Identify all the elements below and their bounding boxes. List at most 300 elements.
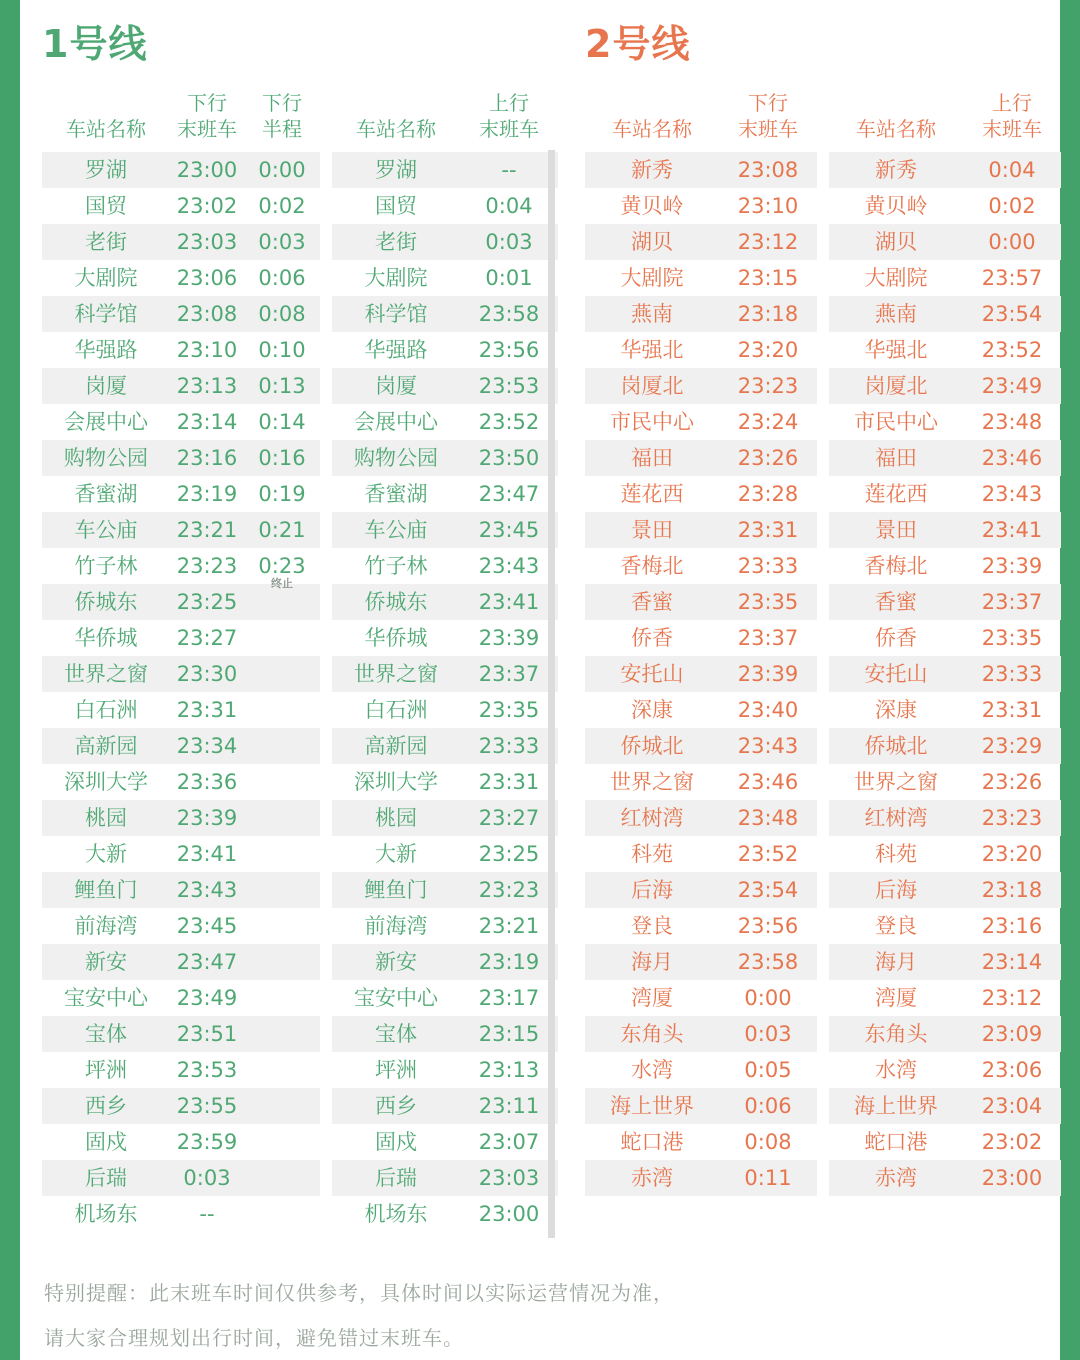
line2-downbound-header: [585, 80, 817, 152]
time-cell: 23:39: [981, 554, 1043, 578]
table-row: [585, 1160, 817, 1196]
station-name-cell: 大剧院: [864, 266, 928, 290]
table-row: [42, 728, 320, 764]
station-name-cell: 湾厦: [875, 986, 917, 1010]
station-name-cell: 侨香: [631, 626, 673, 650]
time-cell: 23:58: [478, 302, 540, 326]
table-row: [585, 476, 817, 512]
time-cell: 23:56: [478, 338, 540, 362]
station-name-cell: 华侨城: [364, 626, 428, 650]
table-row: [332, 1088, 558, 1124]
time-cell: 23:16: [176, 446, 238, 470]
time-cell: 23:03: [478, 1166, 540, 1190]
table-row: [829, 800, 1061, 836]
time-cell: 23:45: [176, 914, 238, 938]
station-name-cell: 购物公园: [64, 446, 148, 470]
time-cell: 23:27: [478, 806, 540, 830]
station-name-cell: 后海: [631, 878, 673, 902]
station-name-cell: 前海湾: [364, 914, 428, 938]
table-row: [42, 512, 320, 548]
table-row: [42, 332, 320, 368]
time-cell: 23:20: [981, 842, 1043, 866]
station-name-cell: 科苑: [875, 842, 917, 866]
time-cell: 23:23: [478, 878, 540, 902]
time-cell: 23:26: [981, 770, 1043, 794]
time-cell: 23:52: [478, 410, 540, 434]
station-name-cell: 坪洲: [85, 1058, 127, 1082]
table-row: [332, 764, 558, 800]
station-name-cell: 蛇口港: [620, 1130, 684, 1154]
table-row: [829, 692, 1061, 728]
table-row: [829, 368, 1061, 404]
line2-downbound-rows: [585, 152, 817, 1196]
table-row: [332, 1124, 558, 1160]
table-row: [42, 188, 320, 224]
time-cell: 0:00: [258, 158, 306, 182]
station-name-cell: 赤湾: [875, 1166, 917, 1190]
time-cell: 23:48: [981, 410, 1043, 434]
table-row: [332, 692, 558, 728]
table-row: [332, 980, 558, 1016]
station-name-cell: 机场东: [364, 1202, 428, 1226]
station-name-cell: 侨香: [875, 626, 917, 650]
time-cell: 23:47: [176, 950, 238, 974]
table-row: [42, 620, 320, 656]
time-cell: 23:00: [478, 1202, 540, 1226]
time-cell: 0:23 终止: [244, 554, 320, 578]
table-row: [42, 1052, 320, 1088]
table-row: [585, 152, 817, 188]
table-row: [829, 332, 1061, 368]
table-row: [585, 296, 817, 332]
time-cell: 23:59: [176, 1130, 238, 1154]
downbound-half-trip-header: 下行 半程: [262, 91, 302, 141]
time-cell: 23:41: [176, 842, 238, 866]
table-row: [332, 1160, 558, 1196]
time-cell: --: [199, 1202, 215, 1226]
table-row: [585, 764, 817, 800]
station-name-cell: 新安: [85, 950, 127, 974]
time-cell: 23:43: [176, 878, 238, 902]
table-row: [585, 908, 817, 944]
station-name-cell: 前海湾: [74, 914, 138, 938]
table-row: [332, 1016, 558, 1052]
time-cell: 23:43: [737, 734, 799, 758]
station-name-cell: 科学馆: [74, 302, 138, 326]
table-row: [829, 764, 1061, 800]
time-cell: 23:35: [981, 626, 1043, 650]
table-row: [585, 1016, 817, 1052]
station-name-cell: 市民中心: [610, 410, 694, 434]
time-cell: 0:06: [258, 266, 306, 290]
station-name-cell: 宝安中心: [354, 986, 438, 1010]
station-name-cell: 新秀: [875, 158, 917, 182]
station-name-cell: 华强路: [364, 338, 428, 362]
station-name-cell: 岗厦北: [864, 374, 928, 398]
table-row: [829, 1052, 1061, 1088]
station-name-cell: 香梅北: [620, 554, 684, 578]
time-cell: 23:51: [176, 1022, 238, 1046]
time-cell: 23:19: [478, 950, 540, 974]
station-name-cell: 岗厦北: [620, 374, 684, 398]
time-cell: 23:00: [981, 1166, 1043, 1190]
downbound-last-train-header: 下行 末班车: [177, 91, 237, 141]
station-name-cell: 侨城东: [364, 590, 428, 614]
station-name-cell: 深圳大学: [64, 770, 148, 794]
station-name-cell: 海月: [875, 950, 917, 974]
table-row: [829, 584, 1061, 620]
time-cell: 0:06: [744, 1094, 792, 1118]
time-cell: 0:11: [744, 1166, 792, 1190]
station-name-header: 车站名称: [856, 117, 936, 141]
station-name-cell: 高新园: [74, 734, 138, 758]
station-name-cell: 固戍: [375, 1130, 417, 1154]
downbound-last-train-header: 下行 末班车: [738, 91, 798, 141]
time-cell: 23:23: [176, 554, 238, 578]
table-row: [585, 728, 817, 764]
notice-footer: [44, 1278, 674, 1360]
station-name-cell: 世界之窗: [854, 770, 938, 794]
time-cell: 0:04: [988, 158, 1036, 182]
time-cell: 0:05: [744, 1058, 792, 1082]
station-name-cell: 车公庙: [74, 518, 138, 542]
station-name-cell: 水湾: [875, 1058, 917, 1082]
table-row: [42, 908, 320, 944]
station-name-cell: 燕南: [631, 302, 673, 326]
table-row: [829, 656, 1061, 692]
station-name-cell: 香蜜湖: [74, 482, 138, 506]
table-row: [585, 188, 817, 224]
station-name-cell: 大新: [375, 842, 417, 866]
station-name-header: 车站名称: [66, 117, 146, 141]
table-row: [585, 584, 817, 620]
station-name-cell: 新秀: [631, 158, 673, 182]
time-cell: 0:03: [485, 230, 533, 254]
table-row: [42, 260, 320, 296]
station-name-cell: 黄贝岭: [620, 194, 684, 218]
time-cell: 0:14: [258, 410, 306, 434]
station-name-cell: 鲤鱼门: [74, 878, 138, 902]
time-cell: 23:28: [737, 482, 799, 506]
time-cell: 23:41: [981, 518, 1043, 542]
line2-downbound-table: [585, 80, 817, 1196]
line2-section: [555, 0, 1061, 1238]
time-cell: 23:18: [737, 302, 799, 326]
table-row: [332, 836, 558, 872]
time-cell: 23:27: [176, 626, 238, 650]
time-cell: 23:29: [981, 734, 1043, 758]
station-name-cell: 宝体: [375, 1022, 417, 1046]
time-cell: 23:31: [478, 770, 540, 794]
left-edge-bar: [0, 0, 20, 1360]
time-cell: 23:37: [737, 626, 799, 650]
table-row: [42, 152, 320, 188]
table-row: [829, 944, 1061, 980]
station-name-cell: 岗厦: [375, 374, 417, 398]
station-name-cell: 黄贝岭: [864, 194, 928, 218]
time-cell: 0:03: [258, 230, 306, 254]
table-row: [42, 1124, 320, 1160]
station-name-cell: 世界之窗: [354, 662, 438, 686]
table-row: [42, 692, 320, 728]
time-cell: 23:09: [981, 1022, 1043, 1046]
time-cell: 23:55: [176, 1094, 238, 1118]
station-name-cell: 世界之窗: [64, 662, 148, 686]
table-row: [829, 1088, 1061, 1124]
station-name-cell: 国贸: [375, 194, 417, 218]
table-row: [42, 980, 320, 1016]
station-name-cell: 香蜜湖: [364, 482, 428, 506]
table-row: [332, 1196, 558, 1232]
time-cell: 0:02: [258, 194, 306, 218]
time-cell: 0:08: [258, 302, 306, 326]
station-name-cell: 后瑞: [85, 1166, 127, 1190]
table-row: [332, 728, 558, 764]
time-cell: 23:49: [176, 986, 238, 1010]
time-cell: 23:57: [981, 266, 1043, 290]
line1-downbound-header: [42, 80, 320, 152]
table-row: [332, 944, 558, 980]
time-cell: --: [501, 158, 517, 182]
time-cell: 0:13: [258, 374, 306, 398]
table-row: [332, 188, 558, 224]
station-name-header: 车站名称: [612, 117, 692, 141]
time-cell: 23:34: [176, 734, 238, 758]
time-cell: 23:02: [981, 1130, 1043, 1154]
station-name-cell: 鲤鱼门: [364, 878, 428, 902]
time-cell: 23:07: [478, 1130, 540, 1154]
table-row: [829, 872, 1061, 908]
table-row: [829, 152, 1061, 188]
station-name-cell: 大剧院: [620, 266, 684, 290]
time-cell: 23:54: [981, 302, 1043, 326]
time-cell: 23:23: [981, 806, 1043, 830]
table-row: [585, 548, 817, 584]
table-row: [42, 404, 320, 440]
station-name-cell: 机场东: [74, 1202, 138, 1226]
table-row: [829, 440, 1061, 476]
time-cell: 23:08: [176, 302, 238, 326]
table-row: [42, 1160, 320, 1196]
station-name-cell: 华侨城: [74, 626, 138, 650]
time-cell: 23:18: [981, 878, 1043, 902]
notice-line-2: 请大家合理规划出行时间，避免错过末班车。: [44, 1326, 464, 1350]
table-row: [42, 1088, 320, 1124]
table-row: [332, 152, 558, 188]
station-name-cell: 竹子林: [364, 554, 428, 578]
time-cell: 23:48: [737, 806, 799, 830]
station-name-cell: 华强北: [864, 338, 928, 362]
station-name-cell: 湖贝: [875, 230, 917, 254]
station-name-cell: 蛇口港: [864, 1130, 928, 1154]
station-name-cell: 东角头: [620, 1022, 684, 1046]
time-cell: 23:08: [737, 158, 799, 182]
time-cell: 23:13: [176, 374, 238, 398]
station-name-cell: 红树湾: [620, 806, 684, 830]
time-cell: 23:39: [737, 662, 799, 686]
time-cell: 0:21: [258, 518, 306, 542]
upbound-last-train-header: 上行 末班车: [479, 91, 539, 141]
table-row: [829, 512, 1061, 548]
table-row: [829, 620, 1061, 656]
station-name-cell: 竹子林: [74, 554, 138, 578]
station-name-cell: 大剧院: [74, 266, 138, 290]
line2-upbound-table: [829, 80, 1061, 1196]
table-row: [585, 692, 817, 728]
station-name-header: 车站名称: [356, 117, 436, 141]
station-name-cell: 湾厦: [631, 986, 673, 1010]
table-row: [585, 656, 817, 692]
station-name-cell: 桃园: [375, 806, 417, 830]
station-name-cell: 华强北: [620, 338, 684, 362]
table-row: [829, 188, 1061, 224]
table-row: [829, 1016, 1061, 1052]
table-row: [585, 332, 817, 368]
time-cell: 23:15: [737, 266, 799, 290]
line1-tables: [42, 80, 548, 1232]
station-name-cell: 宝体: [85, 1022, 127, 1046]
station-name-cell: 景田: [631, 518, 673, 542]
time-cell: 23:06: [981, 1058, 1043, 1082]
station-name-cell: 登良: [631, 914, 673, 938]
table-row: [42, 1016, 320, 1052]
station-name-cell: 安托山: [864, 662, 928, 686]
line1-upbound-header: [332, 80, 558, 152]
time-cell: 0:03: [744, 1022, 792, 1046]
table-row: [585, 224, 817, 260]
table-row: [585, 1088, 817, 1124]
station-name-cell: 香梅北: [864, 554, 928, 578]
time-cell: 0:08: [744, 1130, 792, 1154]
time-cell: 23:15: [478, 1022, 540, 1046]
station-name-cell: 燕南: [875, 302, 917, 326]
table-row: [332, 872, 558, 908]
time-cell: 23:35: [737, 590, 799, 614]
time-cell: 23:43: [981, 482, 1043, 506]
time-cell: 23:13: [478, 1058, 540, 1082]
time-cell: 23:39: [478, 626, 540, 650]
table-row: [42, 764, 320, 800]
time-cell: 23:26: [737, 446, 799, 470]
table-row: [829, 224, 1061, 260]
station-name-cell: 海月: [631, 950, 673, 974]
station-name-cell: 老街: [375, 230, 417, 254]
station-name-cell: 湖贝: [631, 230, 673, 254]
time-cell: 23:16: [981, 914, 1043, 938]
table-row: [585, 836, 817, 872]
time-cell: 23:41: [478, 590, 540, 614]
time-cell: 23:11: [478, 1094, 540, 1118]
station-name-cell: 安托山: [620, 662, 684, 686]
station-name-cell: 福田: [631, 446, 673, 470]
table-row: [42, 368, 320, 404]
table-row: [332, 512, 558, 548]
table-row: [332, 584, 558, 620]
station-name-cell: 莲花西: [620, 482, 684, 506]
time-cell: 23:25: [478, 842, 540, 866]
station-name-cell: 赤湾: [631, 1166, 673, 1190]
line1-title: 1号线: [42, 22, 148, 66]
table-row: [585, 980, 817, 1016]
time-cell: 23:04: [981, 1094, 1043, 1118]
station-name-cell: 科学馆: [364, 302, 428, 326]
time-cell: 0:04: [485, 194, 533, 218]
station-name-cell: 罗湖: [85, 158, 127, 182]
table-row: [42, 548, 320, 590]
station-name-cell: 福田: [875, 446, 917, 470]
table-row: [42, 800, 320, 836]
table-row: [42, 1196, 320, 1232]
station-name-cell: 红树湾: [864, 806, 928, 830]
time-cell: 23:06: [176, 266, 238, 290]
time-cell: 23:33: [981, 662, 1043, 686]
table-row: [42, 296, 320, 332]
table-row: [829, 980, 1061, 1016]
time-cell: 23:12: [737, 230, 799, 254]
table-row: [585, 260, 817, 296]
table-row: [332, 800, 558, 836]
table-row: [829, 908, 1061, 944]
table-row: [585, 404, 817, 440]
station-name-cell: 深康: [631, 698, 673, 722]
time-cell: 23:12: [981, 986, 1043, 1010]
timetable-content: [20, 0, 1060, 1238]
table-row: [332, 476, 558, 512]
time-cell: 23:31: [981, 698, 1043, 722]
notice-line-1: 特别提醒：此末班车时间仅供参考，具体时间以实际运营情况为准，: [44, 1281, 674, 1305]
station-name-cell: 香蜜: [631, 590, 673, 614]
table-row: [829, 476, 1061, 512]
station-name-cell: 桃园: [85, 806, 127, 830]
time-cell: 23:14: [176, 410, 238, 434]
table-row: [829, 548, 1061, 584]
table-row: [42, 476, 320, 512]
time-cell: 23:46: [981, 446, 1043, 470]
time-cell: 23:49: [981, 374, 1043, 398]
station-name-cell: 深康: [875, 698, 917, 722]
time-cell: 23:24: [737, 410, 799, 434]
time-cell: 23:56: [737, 914, 799, 938]
time-cell: 23:40: [737, 698, 799, 722]
table-row: [332, 656, 558, 692]
table-row: [829, 1160, 1061, 1196]
table-row: [829, 728, 1061, 764]
time-cell: 23:37: [981, 590, 1043, 614]
station-name-cell: 坪洲: [375, 1058, 417, 1082]
table-row: [42, 836, 320, 872]
time-cell: 23:35: [478, 698, 540, 722]
time-cell: 23:39: [176, 806, 238, 830]
time-cell: 0:02: [988, 194, 1036, 218]
station-name-cell: 罗湖: [375, 158, 417, 182]
station-name-cell: 大新: [85, 842, 127, 866]
station-name-cell: 世界之窗: [610, 770, 694, 794]
time-cell: 23:50: [478, 446, 540, 470]
station-name-cell: 海上世界: [610, 1094, 694, 1118]
time-cell: 23:17: [478, 986, 540, 1010]
table-row: [829, 836, 1061, 872]
table-row: [332, 1052, 558, 1088]
table-row: [332, 548, 558, 584]
table-row: [332, 620, 558, 656]
table-row: [332, 260, 558, 296]
station-name-cell: 白石洲: [74, 698, 138, 722]
station-name-cell: 国贸: [85, 194, 127, 218]
table-row: [42, 440, 320, 476]
table-row: [585, 944, 817, 980]
time-cell: 0:19: [258, 482, 306, 506]
time-cell: 0:01: [485, 266, 533, 290]
